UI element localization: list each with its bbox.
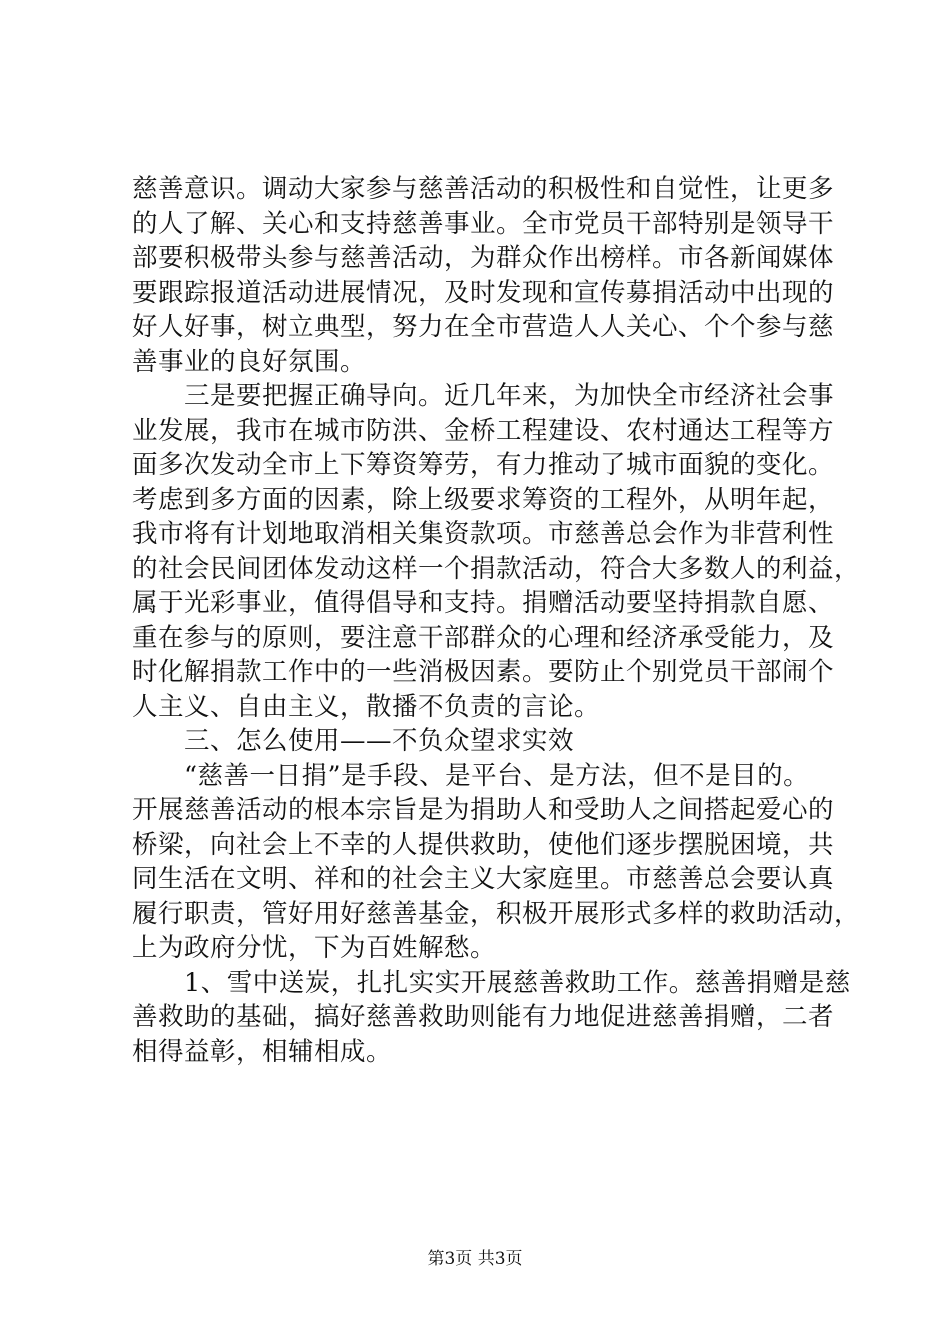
paragraph-start-line: 1、雪中送炭，扎扎实实开展慈善救助工作。慈善捐赠是慈 bbox=[184, 967, 851, 998]
page-footer: 第3页 共3页 bbox=[427, 1249, 523, 1269]
text-line: 的社会民间团体发动这样一个捐款活动，符合大多数人的利益， bbox=[132, 553, 861, 584]
text-line: 人主义、自由主义，散播不负责的言论。 bbox=[132, 691, 601, 722]
text-line: 属于光彩事业，值得倡导和支持。捐赠活动要坚持捐款自愿、 bbox=[132, 588, 835, 618]
text-line: 考虑到多方面的因素，除上级要求筹资的工程外，从明年起， bbox=[132, 484, 835, 515]
text-line: 同生活在文明、祥和的社会主义大家庭里。市慈善总会要认真 bbox=[132, 864, 835, 894]
body-text bbox=[132, 172, 861, 1069]
text-line: 开展慈善活动的根本宗旨是为捐助人和受助人之间搭起爱心的 bbox=[132, 795, 835, 825]
text-line: 重在参与的原则，要注意干部群众的心理和经济承受能力，及 bbox=[132, 622, 835, 653]
text-line: 善事业的良好氛围。 bbox=[132, 346, 367, 377]
text-line: 桥梁，向社会上不幸的人提供救助，使他们逐步摆脱困境，共 bbox=[132, 829, 835, 860]
text-line: 的人了解、关心和支持慈善事业。全市党员干部特别是领导干 bbox=[132, 208, 835, 239]
paragraph-start-line: “慈善一日捐”是手段、是平台、是方法，但不是目的。 bbox=[184, 760, 810, 791]
text-line: 履行职责，管好用好慈善基金，积极开展形式多样的救助活动， bbox=[132, 898, 861, 929]
text-line: 业发展，我市在城市防洪、金桥工程建设、农村通达工程等方 bbox=[132, 415, 835, 446]
section-heading: 三、怎么使用——不负众望求实效 bbox=[184, 726, 575, 756]
text-line: 好人好事，树立典型，努力在全市营造人人关心、个个参与慈 bbox=[132, 312, 835, 342]
text-line: 慈善意识。调动大家参与慈善活动的积极性和自觉性，让更多 bbox=[132, 174, 835, 204]
paragraph-start-line: 三是要把握正确导向。近几年来，为加快全市经济社会事 bbox=[184, 381, 835, 411]
text-line: 面多次发动全市上下筹资筹劳，有力推动了城市面貌的变化。 bbox=[132, 450, 835, 480]
text-line: 时化解捐款工作中的一些消极因素。要防止个别党员干部闹个 bbox=[132, 657, 835, 687]
text-line: 部要积极带头参与慈善活动，为群众作出榜样。市各新闻媒体 bbox=[132, 243, 835, 273]
text-line: 我市将有计划地取消相关集资款项。市慈善总会作为非营利性 bbox=[132, 519, 835, 549]
text-line: 上为政府分忧，下为百姓解愁。 bbox=[132, 933, 497, 963]
text-line: 相得益彰，相辅相成。 bbox=[132, 1036, 393, 1067]
text-line: 要跟踪报道活动进展情况，及时发现和宣传募捐活动中出现的 bbox=[132, 277, 835, 308]
text-line: 善救助的基础，搞好慈善救助则能有力地促进慈善捐赠，二者 bbox=[132, 1002, 835, 1032]
